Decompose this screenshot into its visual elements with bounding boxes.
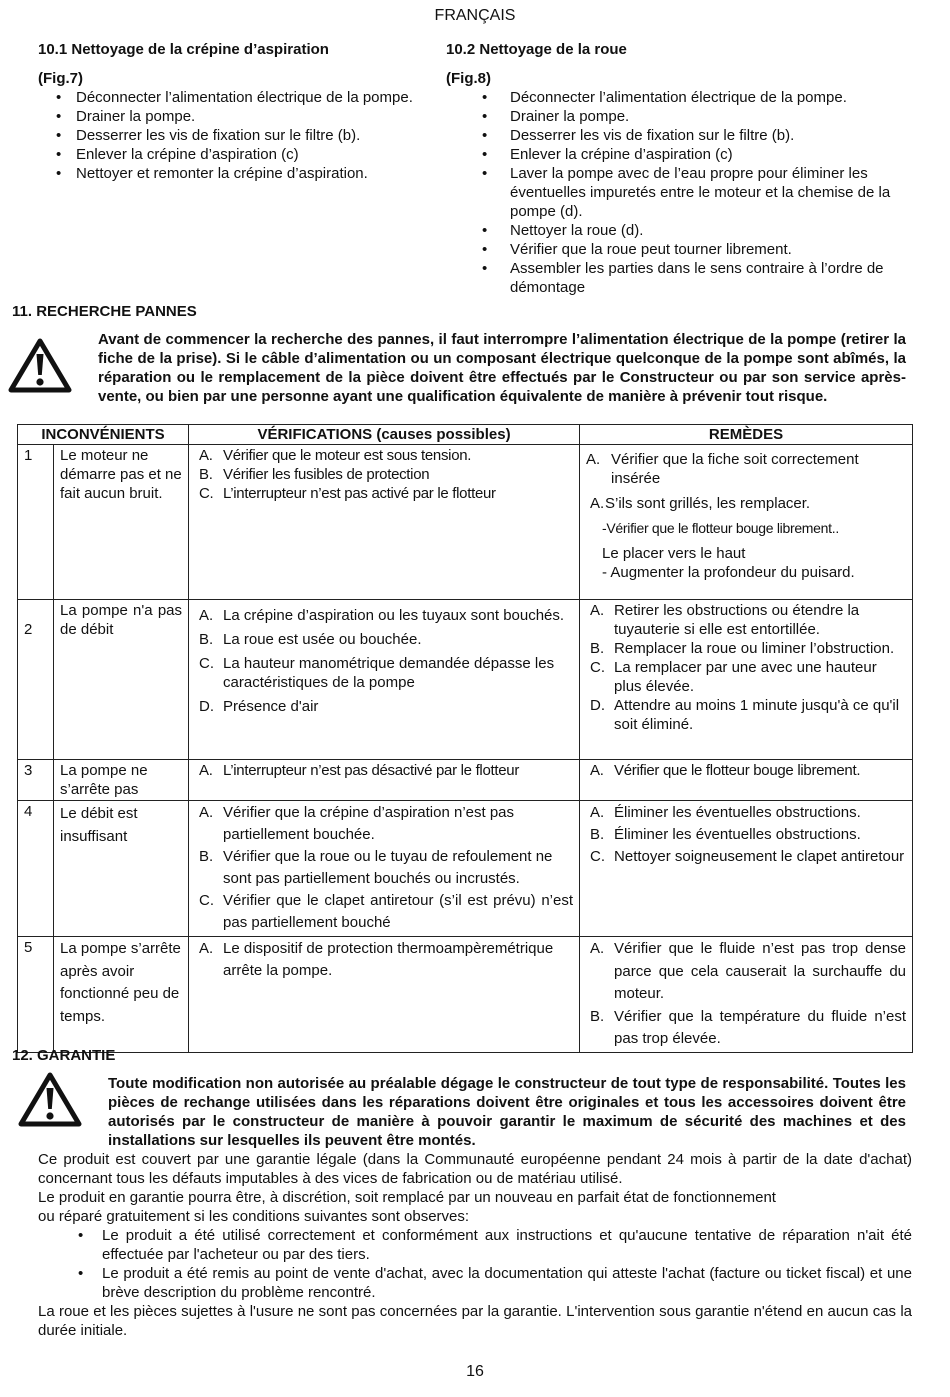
list-item: • Drainer la pompe. xyxy=(474,107,916,126)
row-checks xyxy=(189,445,580,600)
row-number: 3 xyxy=(18,760,54,801)
check-item: A. Le dispositif de protection thermoampèremétrique arrête la pompe. xyxy=(199,940,554,979)
section-10-2 xyxy=(446,40,916,297)
remedy-item: B. Éliminer les éventuelles obstructions. xyxy=(590,826,861,843)
section-10-1-fig: (Fig.7) xyxy=(38,70,83,87)
list-item: • Le produit a été remis au point de vente d'achat, avec la documentation qui atteste l'achat (facture ou ticket fiscal) et une brève description du problème rencontré. xyxy=(70,1264,912,1302)
remedy-item: A. Vérifier que le fluide n’est pas trop dense parce que cela causerait la surchauffe du moteur. xyxy=(590,940,907,1002)
row-remedies xyxy=(580,760,913,801)
list-item: • Enlever la crépine d’aspiration (c) xyxy=(474,145,916,164)
row-checks xyxy=(189,801,580,937)
section-10-2-list xyxy=(474,88,916,297)
row-number: 5 xyxy=(18,937,54,1053)
check-item: B. La roue est usée ou bouchée. xyxy=(199,631,422,648)
section-10-2-title: 10.2 Nettoyage de la roue xyxy=(446,41,627,58)
check-item: B. Vérifier les fusibles de protection xyxy=(199,466,430,483)
page-number: 16 xyxy=(466,1363,484,1380)
table-row xyxy=(18,445,913,600)
row-checks xyxy=(189,937,580,1053)
check-item: C. L’interrupteur n’est pas activé par le flotteur xyxy=(199,485,496,502)
list-item: • Enlever la crépine d’aspiration (c) xyxy=(48,145,430,164)
remedy-item: Le placer vers le haut xyxy=(602,545,746,562)
check-item: A. Vérifier que le moteur est sous tension. xyxy=(199,447,472,464)
remedy-item: A. Vérifier que la fiche soit correctement insérée xyxy=(586,451,859,487)
list-item: • Nettoyer la roue (d). xyxy=(474,221,916,240)
remedy-item: A. Vérifier que le flotteur bouge librement. xyxy=(590,762,861,779)
warranty-body xyxy=(38,1150,912,1340)
row-checks xyxy=(189,600,580,760)
check-item: C. Vérifier que le clapet antiretour (s’il est prévu) n’est pas partiellement bouché xyxy=(199,892,574,931)
check-item: D. Présence d'air xyxy=(199,698,319,715)
row-number: 4 xyxy=(18,801,54,937)
list-item: • Le produit a été utilisé correctement et conformément aux instructions et qu'aucune tentative de réparation n'ait été effectuée par l'acheteur ou par des tiers. xyxy=(70,1226,912,1264)
section-12-warning: Toute modification non autorisée au préalable dégage le constructeur de tout type de responsabilité. Toutes les pièces de rechange utilisées dans les réparations doivent être originales et tous les accessoires doivent être autorisés par le constructeur de manière à pouvoir garantir le maximum de sécurité des machines et des installations sur lesquelles ils peuvent être montés. xyxy=(108,1075,906,1149)
warranty-paragraph: Ce produit est couvert par une garantie légale (dans la Communauté européenne pendant 24 mois à partir de la date d'achat) concernant tous les défauts imputables à des vices de fabrication ou de matériau utilisé. xyxy=(38,1151,912,1187)
warranty-paragraph: La roue et les pièces sujettes à l'usure ne sont pas concernées par la garantie. L'intervention sous garantie n'étend en aucun cas la durée initiale. xyxy=(38,1303,912,1339)
check-item: B. Vérifier que la roue ou le tuyau de refoulement ne sont pas partiellement bouchés ou incrustés. xyxy=(199,848,553,887)
list-item: • Nettoyer et remonter la crépine d’aspiration. xyxy=(48,164,430,183)
check-item: A. Vérifier que la crépine d’aspiration n’est pas partiellement bouchée. xyxy=(199,804,515,843)
row-number: 1 xyxy=(18,445,54,600)
remedy-item: C. La remplacer par une avec une hauteur plus élevée. xyxy=(590,659,877,695)
row-problem: Le débit est insuffisant xyxy=(54,801,189,937)
table-row xyxy=(18,801,913,937)
section-11-warning: Avant de commencer la recherche des pannes, il faut interrompre l’alimentation électrique de la pompe (retirer la fiche de la prise). Si le câble d’alimentation ou un composant électrique quelconque de la pompe sont abîmés, la réparation ou le remplacement de la pièce doivent être effectués par le Constructeur ou par son service après-vente, ou bien par une personne ayant une qualification équivalente de manière à prévenir tout risque. xyxy=(98,331,906,405)
table-row xyxy=(18,760,913,801)
row-remedies xyxy=(580,600,913,760)
column-header: VÉRIFICATIONS (causes possibles) xyxy=(189,425,580,445)
section-10-1-list xyxy=(48,88,430,183)
warranty-paragraph: ou réparé gratuitement si les conditions suivantes sont observes: xyxy=(38,1208,470,1225)
row-problem: La pompe ne s’arrête pas xyxy=(54,760,189,801)
row-problem: Le moteur ne démarre pas et ne fait aucun bruit. xyxy=(54,445,189,600)
troubleshooting-table xyxy=(17,424,913,1053)
remedy-item: A. Retirer les obstructions ou étendre la tuyauterie si elle est entortillée. xyxy=(590,602,860,638)
list-item: • Vérifier que la roue peut tourner librement. xyxy=(474,240,916,259)
list-item: • Desserrer les vis de fixation sur le filtre (b). xyxy=(474,126,916,145)
remedy-item: A. S’ils sont grillés, les remplacer. xyxy=(590,495,811,512)
section-10-1 xyxy=(38,40,430,183)
remedy-item: B. Vérifier que la température du fluide n’est pas trop élevée. xyxy=(590,1007,907,1047)
row-problem: La pompe n'a pas de débit xyxy=(54,600,189,760)
remedy-item: D. Attendre au moins 1 minute jusqu'à ce qu'il soit éliminé. xyxy=(590,697,900,733)
remedy-item: -Vérifier que le flotteur bouge librement.. xyxy=(602,520,839,536)
check-item: A. L’interrupteur n’est pas désactivé par le flotteur xyxy=(199,762,520,779)
table-header-row xyxy=(18,425,913,445)
list-item: • Assembler les parties dans le sens contraire à l’ordre de démontage xyxy=(474,259,916,297)
table-row xyxy=(18,600,913,760)
section-10-1-title: 10.1 Nettoyage de la crépine d’aspiration xyxy=(38,41,329,58)
page-header: FRANÇAIS xyxy=(434,7,516,24)
section-12-title: 12. GARANTIE xyxy=(12,1047,116,1064)
row-problem: La pompe s’arrête après avoir fonctionné peu de temps. xyxy=(54,937,189,1053)
list-item: • Drainer la pompe. xyxy=(48,107,430,126)
warning-icon xyxy=(8,338,72,399)
row-checks xyxy=(189,760,580,801)
remedy-item: A. Éliminer les éventuelles obstructions. xyxy=(590,804,861,821)
check-item: A. La crépine d’aspiration ou les tuyaux sont bouchés. xyxy=(199,607,565,624)
check-item: C. La hauteur manométrique demandée dépasse les caractéristiques de la pompe xyxy=(199,655,555,691)
row-number: 2 xyxy=(18,600,54,760)
table-row xyxy=(18,937,913,1053)
list-item: • Déconnecter l’alimentation électrique de la pompe. xyxy=(474,88,916,107)
column-header: REMÈDES xyxy=(580,425,913,445)
section-10-2-fig: (Fig.8) xyxy=(446,70,491,87)
list-item: • Desserrer les vis de fixation sur le filtre (b). xyxy=(48,126,430,145)
column-header: INCONVÉNIENTS xyxy=(18,425,189,445)
warranty-paragraph: Le produit en garantie pourra être, à discrétion, soit remplacé par un nouveau en parfait état de fonctionnement xyxy=(38,1189,776,1206)
remedy-item: C. Nettoyer soigneusement le clapet antiretour xyxy=(590,848,905,865)
row-remedies xyxy=(580,937,913,1053)
warning-icon xyxy=(18,1072,82,1133)
remedy-item: - Augmenter la profondeur du puisard. xyxy=(602,564,855,581)
list-item: • Laver la pompe avec de l’eau propre pour éliminer les éventuelles impuretés entre le moteur et la chemise de la pompe (d). xyxy=(474,164,916,221)
list-item: • Déconnecter l’alimentation électrique de la pompe. xyxy=(48,88,430,107)
row-remedies xyxy=(580,801,913,937)
row-remedies xyxy=(580,445,913,600)
section-11-title: 11. RECHERCHE PANNES xyxy=(12,303,197,320)
remedy-item: B. Remplacer la roue ou liminer l’obstruction. xyxy=(590,640,895,657)
warranty-conditions xyxy=(70,1226,912,1302)
